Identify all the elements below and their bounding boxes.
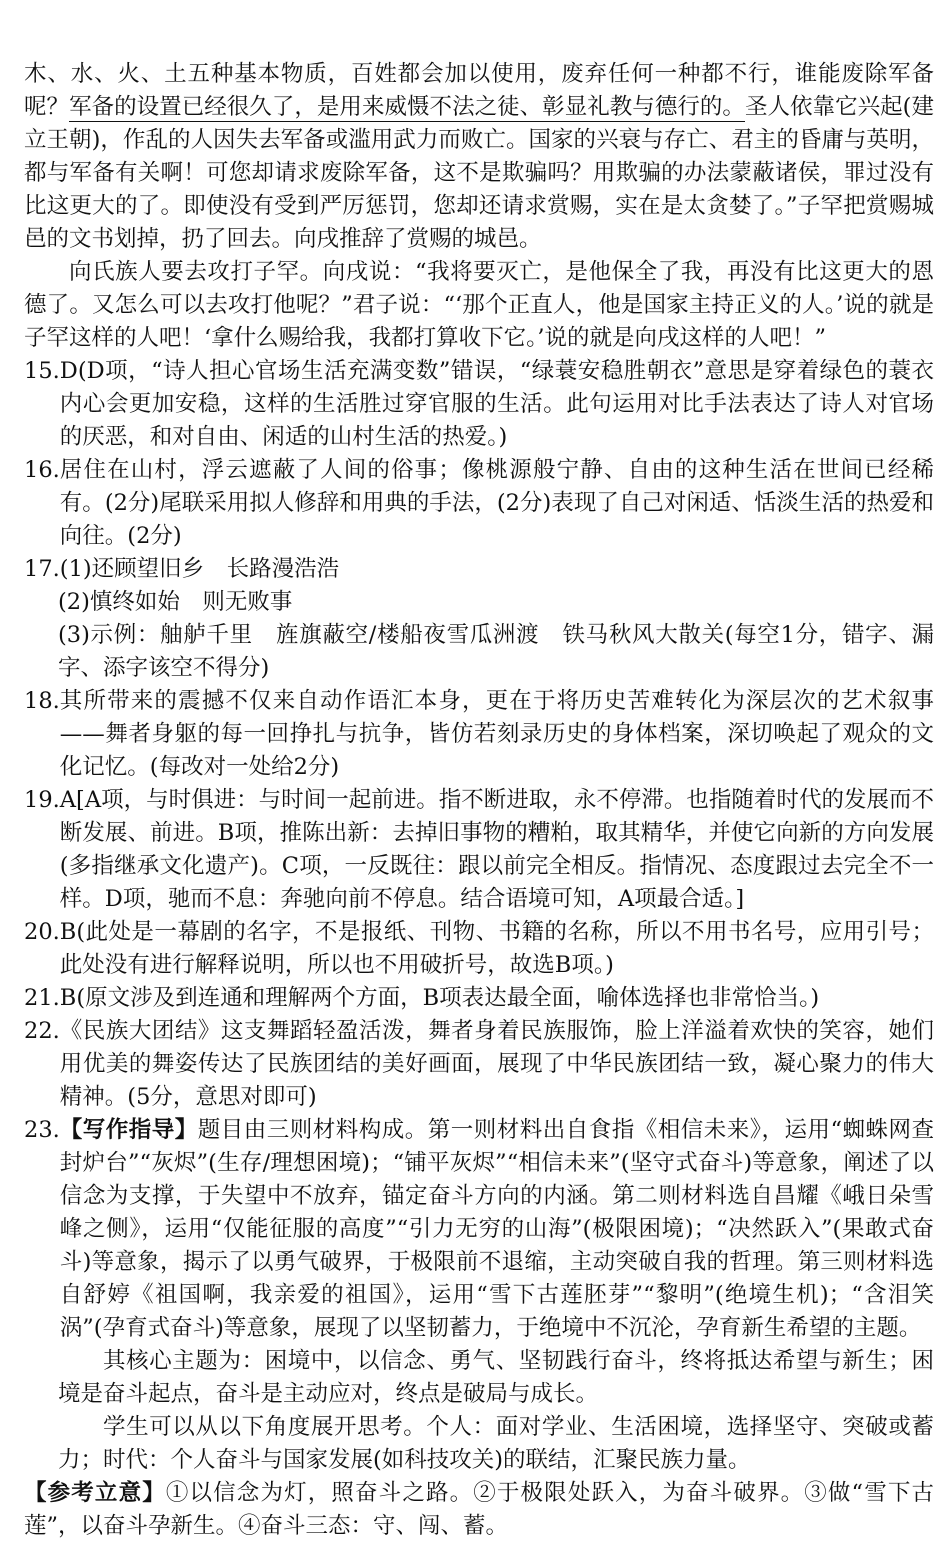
answer-17-part-3: (3)示例：舳舻千里 旌旗蔽空/楼船夜雪瓜洲渡 铁马秋风大散关(每空1分，错字、漏字、添字该空不得分) bbox=[58, 622, 934, 681]
question-number: 16. bbox=[24, 457, 60, 483]
question-number: 15. bbox=[24, 358, 60, 384]
answer-text: A[A项，与时俱进：与时间一起前进。指不断进取，永不停滞。也指随着时代的发展而不断发展、前进。B项，推陈出新：去掉旧事物的糟粕，取其精华，并使它向新的方向发展(多指继承文化遗产)。C项，一反既往：跟以前完全相反。指情况、态度跟过去完全不一样。D项，驰而不息：奔驰向前不停息。结合语境可知，A项最合适。] bbox=[59, 787, 934, 912]
question-number: 18. bbox=[24, 688, 60, 714]
answer-text: B(此处是一幕剧的名字，不是报纸、刊物、书籍的名称，所以不用书名号，应用引号；此处没有进行解释说明，所以也不用破折号，故选B项。) bbox=[59, 919, 934, 978]
core-theme-paragraph: 其核心主题为：困境中，以信念、勇气、坚韧践行奋斗，终将抵达希望与新生；困境是奋斗起点，奋斗是主动应对，终点是破局与成长。 bbox=[58, 1348, 934, 1407]
question-number: 20. bbox=[24, 919, 60, 945]
answer-18 bbox=[24, 685, 934, 784]
translation-paragraph-1 bbox=[24, 58, 934, 256]
answer-text: B(原文涉及到连通和理解两个方面，B项表达最全面，喻体选择也非常恰当。) bbox=[59, 985, 820, 1011]
answer-key-page bbox=[24, 58, 934, 1543]
answer-17 bbox=[24, 553, 934, 586]
answer-text: 其所带来的震撼不仅来自动作语汇本身，更在于将历史苦难转化为深层次的艺术叙事——舞者身躯的每一回挣扎与抗争，皆仿若刻录历史的身体档案，深切唤起了观众的文化记忆。(每改对一处给2分) bbox=[59, 688, 934, 780]
question-number: 21. bbox=[24, 985, 60, 1011]
reference-ideas-text: ①以信念为灯，照奋斗之路。②于极限处跃入，为奋斗破界。③做“雪下古莲”，以奋斗孕新生。④奋斗三态：守、闯、蓄。 bbox=[24, 1480, 934, 1539]
answer-15 bbox=[24, 355, 934, 454]
answer-text: 《民族大团结》这支舞蹈轻盈活泼，舞者身着民族服饰，脸上洋溢着欢快的笑容，她们用优美的舞姿传达了民族团结的美好画面，展现了中华民族团结一致，凝心聚力的伟大精神。(5分，意思对即可) bbox=[59, 1018, 934, 1110]
underlined-sentence: 军备的设置已经很久了，是用来威慑不法之徒、彰显礼教与德行的。 bbox=[69, 94, 745, 120]
thinking-angles-paragraph: 学生可以从以下角度展开思考。个人：面对学业、生活困境，选择坚守、突破或蓄力；时代：个人奋斗与国家发展(如科技攻关)的联结，汇聚民族力量。 bbox=[58, 1414, 934, 1473]
writing-guide-label: 【写作指导】 bbox=[59, 1117, 198, 1143]
answer-text: (1)还顾望旧乡 长路漫浩浩 bbox=[59, 556, 340, 582]
answer-text: D(D项，“诗人担心官场生活充满变数”错误，“绿蓑安稳胜朝衣”意思是穿着绿色的蓑衣内心会更加安稳，这样的生活胜过穿官服的生活。此句运用对比手法表达了诗人对官场的厌恶，和对自由、闲适的山村生活的热爱。) bbox=[59, 358, 934, 450]
question-number: 22. bbox=[24, 1018, 60, 1044]
answer-text: 居住在山村，浮云遮蔽了人间的俗事；像桃源般宁静、自由的这种生活在世间已经稀有。(2分)尾联采用拟人修辞和用典的手法，(2分)表现了自己对闲适、恬淡生活的热爱和向往。(2分) bbox=[59, 457, 934, 549]
reference-ideas bbox=[24, 1477, 934, 1543]
answer-17-part-2: (2)慎终如始 则无败事 bbox=[58, 589, 293, 615]
question-number: 23. bbox=[24, 1117, 60, 1143]
answer-text bbox=[60, 1114, 934, 1345]
translation-text-start: 木、水、火、土五种基本物质，百姓都会加以使用，废弃任何一种都不行，谁能废除军备呢？ bbox=[24, 61, 934, 120]
answer-19 bbox=[24, 784, 934, 916]
writing-guide-text: 题目由三则材料构成。第一则材料出自食指《相信未来》，运用“蜘蛛网查封炉台”“灰烬”(生存/理想困境)；“铺平灰烬”“相信未来”(坚守式奋斗)等意象，阐述了以信念为支撑，于失望中不放弃，锚定奋斗方向的内涵。第二则材料选自昌耀《峨日朵雪峰之侧》，运用“仅能征服的高度”“引力无穷的山海”(极限困境)；“决然跃入”(果敢式奋斗)等意象，揭示了以勇气破界，于极限前不退缩，主动突破自我的哲理。第三则材料选自舒婷《祖国啊，我亲爱的祖国》，运用“雪下古莲胚芽”“黎明”(绝境生机)；“含泪笑涡”(孕育式奋斗)等意象，展现了以坚韧蓄力，于绝境中不沉沦，孕育新生希望的主题。 bbox=[59, 1117, 934, 1341]
answer-20 bbox=[24, 916, 934, 982]
translation-paragraph-2: 向氏族人要去攻打子罕。向戌说：“我将要灭亡，是他保全了我，再没有比这更大的恩德了。又怎么可以去攻打他呢？”君子说：“‘那个正直人，他是国家主持正义的人。’说的就是子罕这样的人吧！‘拿什么赐给我，我都打算收下它。’说的就是向戌这样的人吧！” bbox=[24, 259, 934, 351]
translation-text-rest: 圣人依靠它兴起(建立王朝)，作乱的人因失去军备或滥用武力而败亡。国家的兴衰与存亡、君主的昏庸与英明，都与军备有关啊！可您却请求废除军备，这不是欺骗吗？用欺骗的办法蒙蔽诸侯，罪过没有比这更大的了。即使没有受到严厉惩罚，您却还请求赏赐，实在是太贪婪了。”子罕把赏赐城邑的文书划掉，扔了回去。向戌推辞了赏赐的城邑。 bbox=[24, 94, 934, 252]
reference-ideas-label: 【参考立意】 bbox=[24, 1480, 166, 1506]
answer-22 bbox=[24, 1015, 934, 1114]
answer-21 bbox=[24, 982, 934, 1015]
answer-16 bbox=[24, 454, 934, 553]
question-number: 19. bbox=[24, 787, 60, 813]
question-number: 17. bbox=[24, 556, 60, 582]
answer-23 bbox=[24, 1114, 934, 1345]
